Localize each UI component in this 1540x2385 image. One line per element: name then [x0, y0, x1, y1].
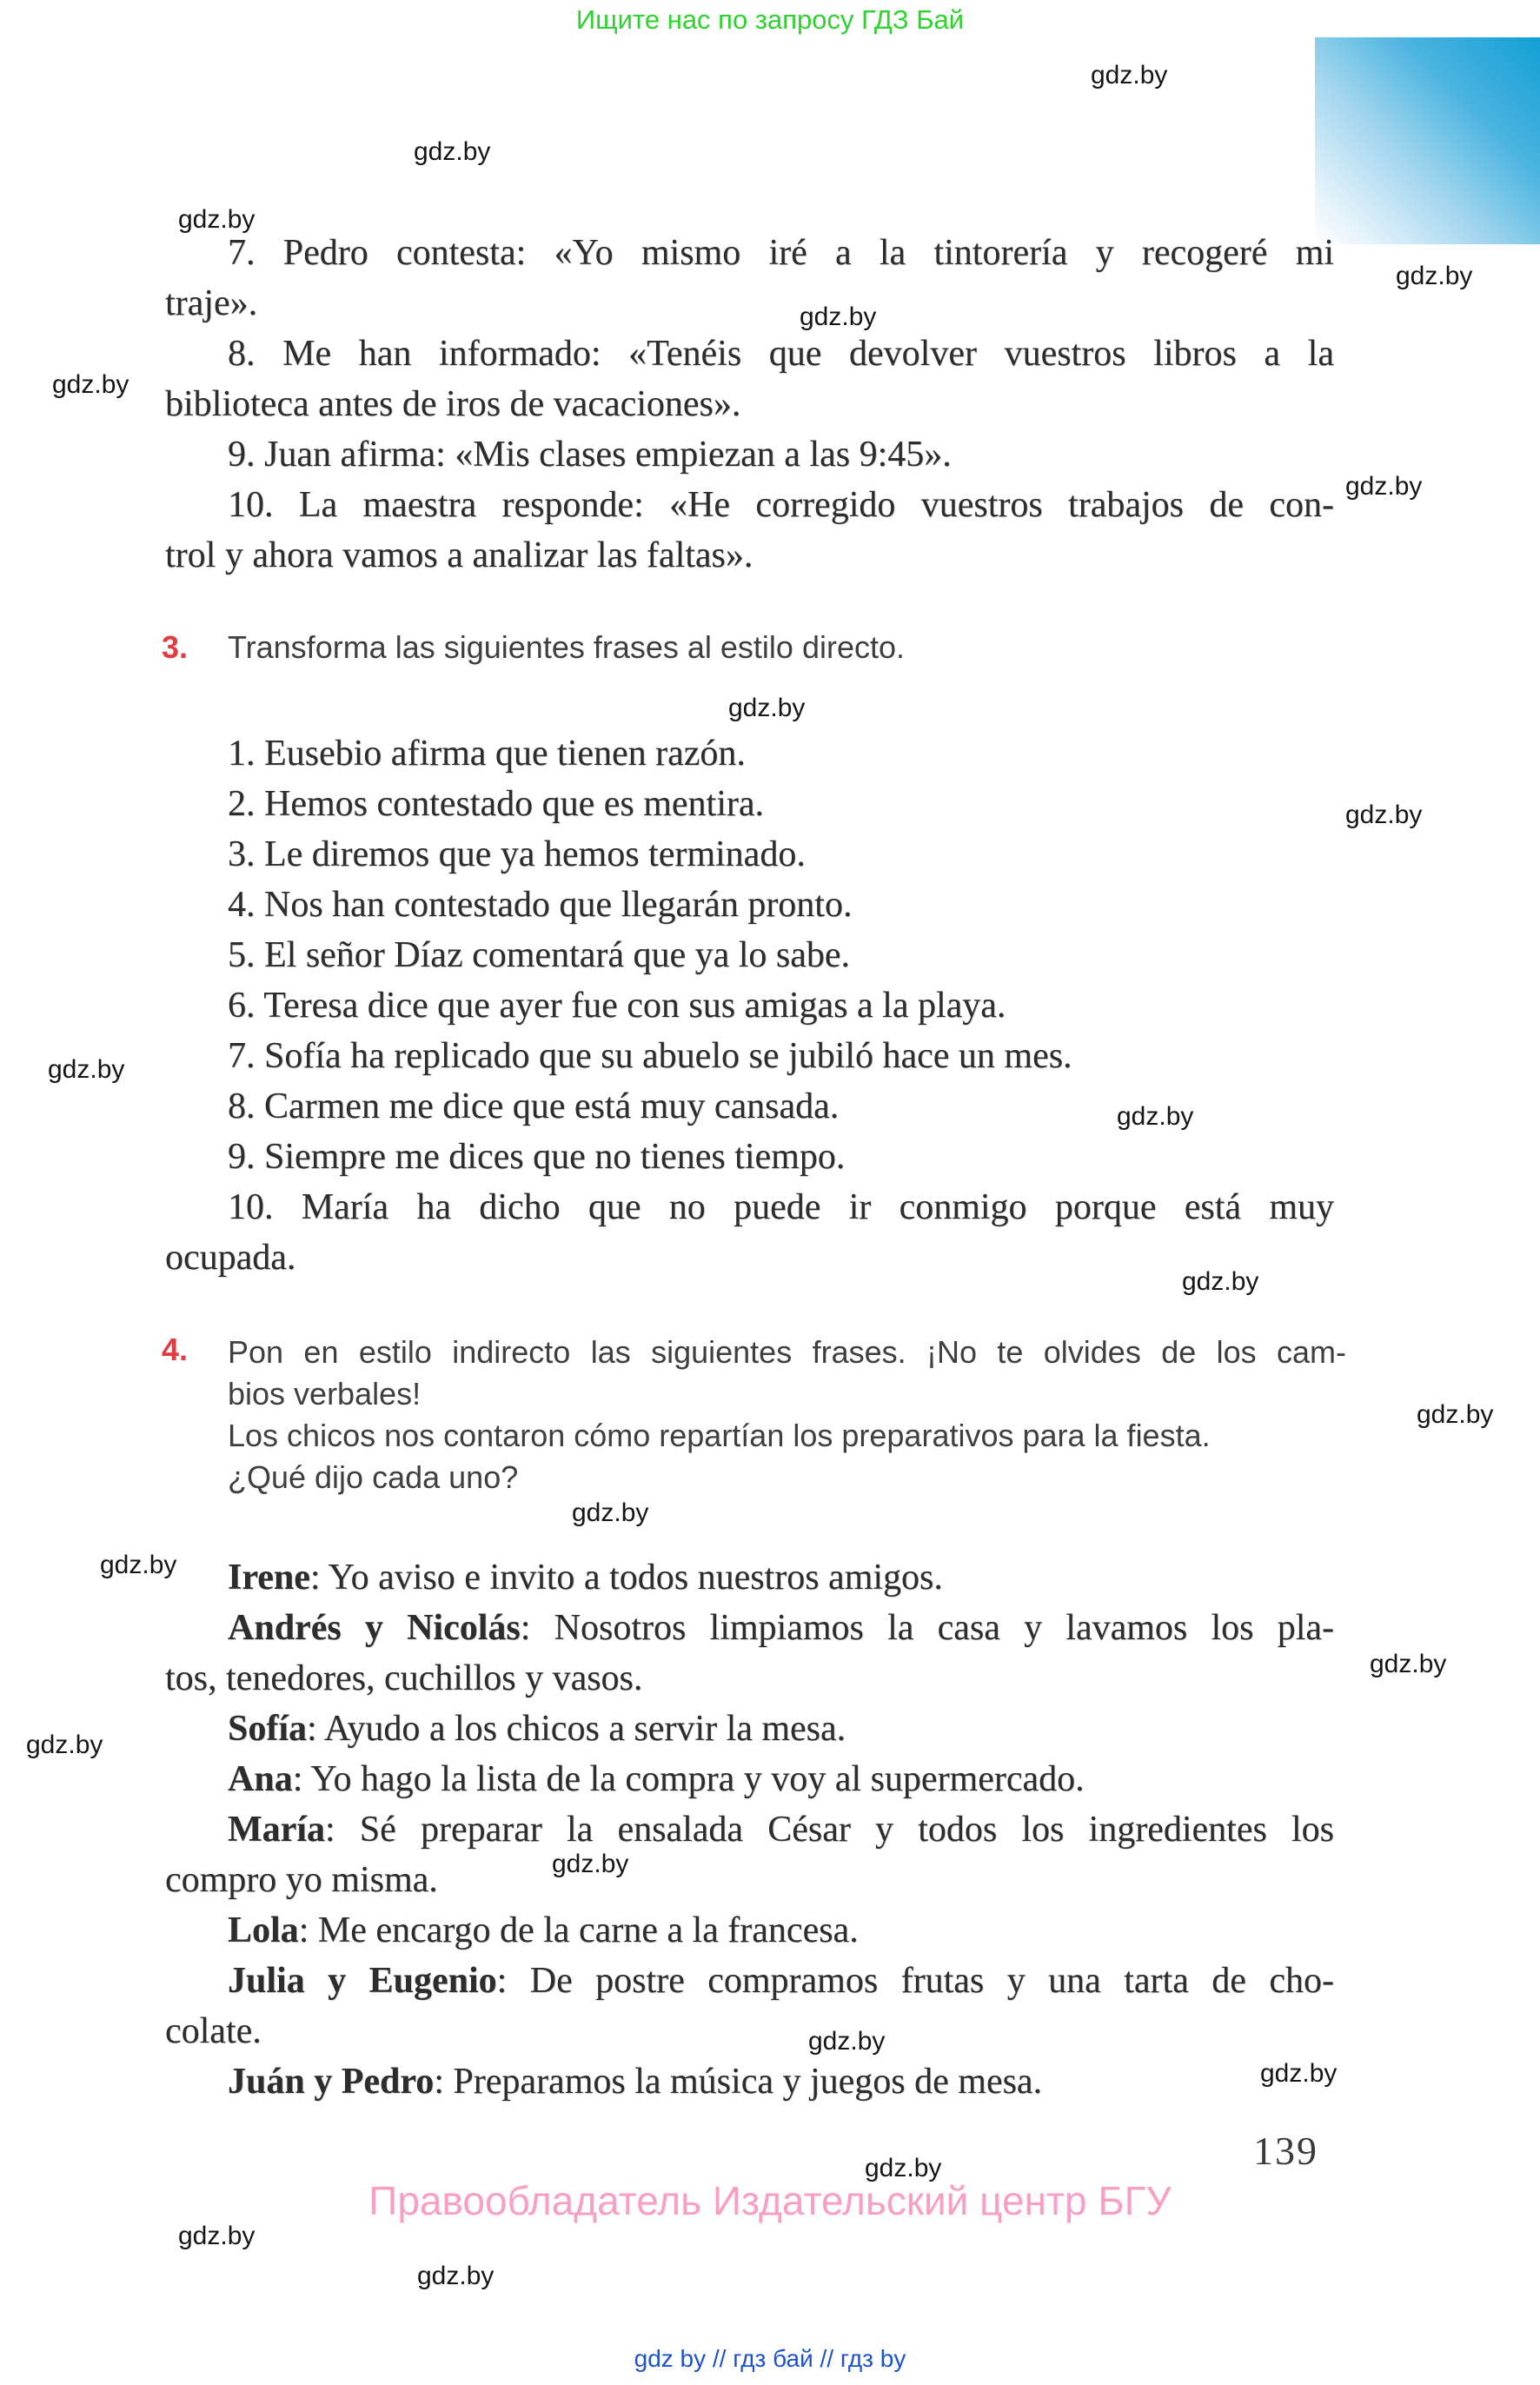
- dialogue-text: colate.: [165, 2011, 262, 2051]
- exercise3-item: 5. El señor Díaz comentará que ya lo sabe.: [228, 935, 851, 975]
- dialogue-text: tos, tenedores, cuchillos y vasos.: [165, 1658, 643, 1698]
- exercise3-item: 3. Le diremos que ya hemos terminado.: [228, 834, 806, 874]
- exercise4-number: 4.: [162, 1332, 189, 1367]
- dialogue-line: [165, 2056, 1334, 2107]
- exercise3-item: 6. Teresa dice que ayer fue con sus amigas a la playa.: [228, 986, 1006, 1026]
- speaker-name: Sofía: [228, 1709, 308, 1749]
- exercise2-line: 7. Pedro contesta: «Yo mismo iré a la tintorería y recogeré mi: [228, 233, 1334, 273]
- dialogue-text: : Yo aviso e invito a todos nuestros amigos.: [309, 1558, 943, 1598]
- watermark: gdz.by: [808, 2027, 886, 2056]
- speaker-name: María: [228, 1810, 325, 1850]
- exercise4-header: [162, 1332, 1346, 1498]
- dialogue-line: [165, 1603, 1334, 1653]
- watermark: gdz.by: [1345, 801, 1423, 829]
- exercise2-line: trol y ahora vamos a analizar las faltas».: [165, 535, 753, 575]
- exercise3-instruction: Transforma las siguientes frases al estilo directo.: [228, 629, 905, 665]
- exercise4-dialogue: [165, 1552, 1334, 2107]
- exercise3-items: [165, 728, 1334, 1283]
- speaker-name: Andrés y Nicolás: [228, 1608, 521, 1648]
- page-number: 139: [1253, 2129, 1318, 2173]
- dialogue-text: compro yo misma.: [165, 1860, 438, 1900]
- dialogue-line: [165, 1552, 1334, 1603]
- watermark: gdz.by: [1117, 1102, 1194, 1131]
- watermark: gdz.by: [178, 205, 256, 234]
- dialogue-text: : Sé preparar la ensalada César y todos los ingredientes los: [324, 1810, 1334, 1850]
- exercise4-instruction-line: Pon en estilo indirecto las siguientes frases. ¡No te olvides de los cam-: [228, 1334, 1346, 1370]
- dialogue-line: [165, 1956, 1334, 2006]
- exercise3-item: 1. Eusebio afirma que tienen razón.: [228, 734, 746, 774]
- watermark: gdz.by: [178, 2222, 256, 2250]
- watermark: gdz.by: [52, 370, 129, 399]
- dialogue-text: : De postre compramos frutas y una tarta de cho-: [496, 1961, 1334, 2001]
- watermark: gdz.by: [100, 1551, 177, 1579]
- watermark: gdz.by: [1345, 472, 1423, 501]
- watermark: gdz.by: [552, 1850, 629, 1878]
- exercise3-item: 8. Carmen me dice que está muy cansada.: [228, 1086, 840, 1126]
- exercise3-item: 9. Siempre me dices que no tienes tiempo.: [228, 1137, 846, 1177]
- exercise2-line: 8. Me han informado: «Tenéis que devolver vuestros libros a la: [228, 334, 1334, 374]
- watermark: gdz.by: [728, 694, 806, 722]
- exercise3-header: [162, 629, 905, 666]
- speaker-name: Juán y Pedro: [228, 2062, 435, 2102]
- speaker-name: Julia y Eugenio: [228, 1961, 497, 2001]
- watermark: gdz.by: [865, 2154, 942, 2182]
- exercise4-instruction-line: Los chicos nos contaron cómo repartían los preparativos para la fiesta.: [228, 1418, 1211, 1453]
- watermark: gdz.by: [1260, 2059, 1338, 2088]
- speaker-name: Irene: [228, 1558, 310, 1598]
- dialogue-line: [165, 1653, 1334, 1704]
- blue-gradient-box: [1315, 37, 1540, 244]
- dialogue-text: : Ayudo a los chicos a servir la mesa.: [307, 1709, 846, 1749]
- exercise2-line: traje».: [165, 283, 258, 323]
- watermark: gdz.by: [1182, 1267, 1259, 1296]
- exercise3-item: 4. Nos han contestado que llegarán pronto.: [228, 885, 853, 925]
- copyright-notice: Правообладатель Издательский центр БГУ: [368, 2178, 1172, 2223]
- dialogue-line: [165, 2006, 1334, 2056]
- dialogue-line: [165, 1905, 1334, 1956]
- dialogue-line: [165, 1804, 1334, 1855]
- watermark: gdz.by: [572, 1498, 649, 1527]
- dialogue-line: [165, 1704, 1334, 1754]
- dialogue-text: : Preparamos la música y juegos de mesa.: [434, 2062, 1043, 2102]
- dialogue-text: : Yo hago la lista de la compra y voy al supermercado.: [292, 1759, 1085, 1799]
- dialogue-text: : Me encargo de la carne a la francesa.: [298, 1910, 859, 1950]
- exercise3-number: 3.: [162, 629, 189, 665]
- dialogue-text: : Nosotros limpiamos la casa y lavamos los pla-: [520, 1608, 1334, 1648]
- exercise3-item: 2. Hemos contestado que es mentira.: [228, 784, 764, 824]
- watermark: gdz.by: [1091, 61, 1168, 90]
- speaker-name: Ana: [228, 1759, 293, 1799]
- exercise2-line: 10. La maestra responde: «He corregido vuestros trabajos de con-: [228, 485, 1334, 525]
- exercise2-items: [165, 228, 1334, 581]
- watermark: gdz.by: [26, 1731, 103, 1759]
- dialogue-line: [165, 1754, 1334, 1804]
- watermark: gdz.by: [1396, 262, 1473, 290]
- speaker-name: Lola: [228, 1910, 299, 1950]
- footer-links: gdz by // гдз бай // гдз by: [634, 2345, 906, 2372]
- top-banner-text: Ищите нас по запросу ГДЗ Бай: [575, 4, 965, 35]
- watermark: gdz.by: [1370, 1650, 1447, 1678]
- watermark: gdz.by: [48, 1055, 125, 1084]
- watermark: gdz.by: [417, 2262, 495, 2290]
- exercise4-instruction-line: bios verbales!: [228, 1376, 422, 1412]
- watermark: gdz.by: [800, 302, 877, 331]
- dialogue-line: [165, 1855, 1334, 1905]
- exercise2-line: 9. Juan afirma: «Mis clases empiezan a las 9:45».: [228, 435, 952, 475]
- exercise2-line: biblioteca antes de iros de vacaciones».: [165, 384, 741, 424]
- exercise4-instruction-line: ¿Qué dijo cada uno?: [228, 1459, 519, 1495]
- watermark: gdz.by: [414, 137, 491, 166]
- watermark: gdz.by: [1417, 1400, 1494, 1429]
- exercise3-item: 10. María ha dicho que no puede ir conmigo porque está muy: [228, 1187, 1334, 1227]
- exercise3-item: 7. Sofía ha replicado que su abuelo se jubiló hace un mes.: [228, 1036, 1072, 1076]
- exercise3-item: ocupada.: [165, 1238, 296, 1278]
